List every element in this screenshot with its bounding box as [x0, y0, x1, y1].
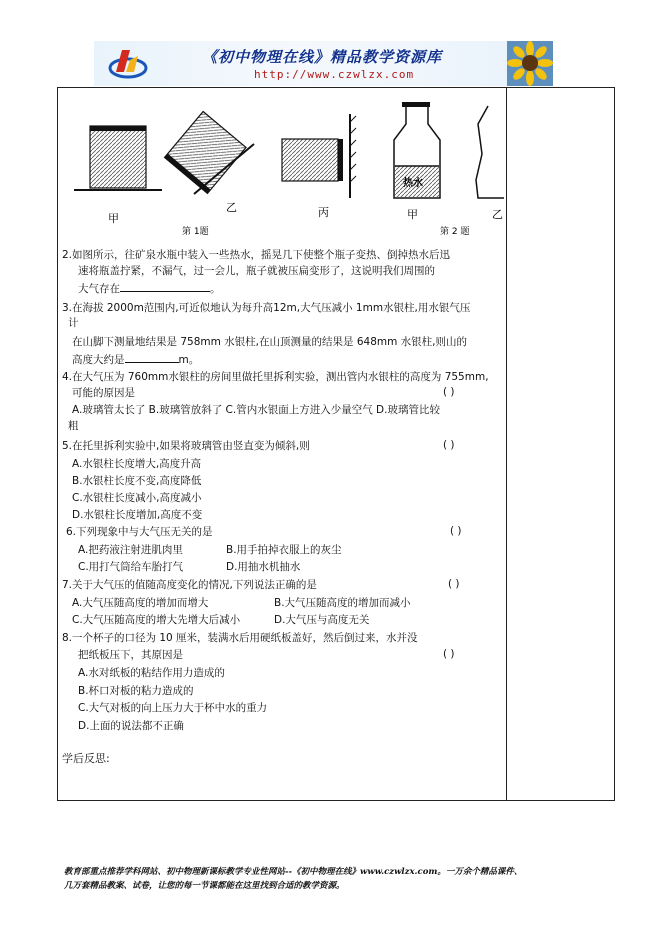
answer-blank-q3[interactable] [125, 351, 179, 363]
figure-bottle-hot-water [394, 102, 440, 221]
question-5-stem: 5.在托里拆利实验中,如果将玻璃管由竖直变为倾斜,则 [62, 440, 310, 452]
question-5-option-c[interactable]: C.水银柱长度减小,高度减小 [72, 492, 202, 504]
answer-paren-q4[interactable]: ( ) [443, 386, 455, 398]
question-3-text: 高度大约是 [72, 354, 125, 366]
answer-blank-q2[interactable] [120, 280, 210, 292]
figure-cup-sideways [282, 114, 356, 219]
answer-paren-q7[interactable]: ( ) [448, 578, 460, 590]
question-7-option-d[interactable]: D.大气压与高度无关 [274, 614, 370, 626]
question-4-line-2: 可能的原因是 [72, 387, 135, 399]
figure-label-yi-2: 乙 [492, 208, 503, 221]
figure-cup-tilted [165, 111, 254, 214]
hot-water-label: 热水 [403, 178, 423, 189]
question-5-option-d[interactable]: D.水银柱长度增加,高度不变 [72, 509, 203, 521]
question-6-option-d[interactable]: D.用抽水机抽水 [226, 561, 301, 573]
question-2-line-3 [78, 280, 221, 297]
figure-caption-2: 第 2 题 [440, 227, 470, 237]
question-6-option-b[interactable]: B.用手拍掉衣服上的灰尘 [226, 544, 342, 556]
footer-line-1: 教育部重点推荐学科网站、初中物理新课标教学专业性网站--《初中物理在线》www.czwlzx.com。一万余个精品课件、 [64, 867, 523, 877]
reflection-label: 学后反思: [62, 752, 110, 765]
sunflower-icon [507, 41, 553, 86]
figure-label-jia-2: 甲 [407, 208, 418, 221]
question-6-option-c[interactable]: C.用打气筒给车胎打气 [78, 561, 184, 573]
question-figures [64, 94, 504, 244]
question-4-options: A.玻璃管太长了 B.玻璃管放斜了 C.管内水银面上方进入少量空气 D.玻璃管比较 [72, 404, 440, 416]
answer-paren-q6[interactable]: ( ) [450, 525, 462, 537]
question-4-line-4: 粗 [68, 420, 79, 432]
question-8-stem-line-2: 把纸板压下，其原因是 [78, 649, 183, 661]
question-7-stem: 7.关于大气压的值随高度变化的情况,下列说法正确的是 [62, 579, 317, 591]
banner-url[interactable]: http://www.czwlzx.com [254, 68, 415, 81]
question-6-stem: 6.下列现象中与大气压无关的是 [66, 526, 213, 538]
logo-icon [108, 46, 148, 82]
footer-line-2: 几万套精品教案、试卷，让您的每一节课都能在这里找到合适的教学资源。 [64, 881, 345, 891]
question-3-line-2: 计 [68, 317, 79, 329]
question-8-option-c[interactable]: C.大气对板的向上压力大于杯中水的重力 [78, 702, 268, 714]
question-2-line-1: 2.如图所示，往矿泉水瓶中装入一些热水，摇晃几下使整个瓶子变热、倒掉热水后迅 [62, 249, 451, 261]
figure-bottle-squashed [476, 106, 504, 221]
banner-title: 《初中物理在线》精品教学资源库 [202, 48, 443, 66]
question-8-option-b[interactable]: B.杯口对板的粘力造成的 [78, 685, 194, 697]
question-4-line-1: 4.在大气压为 760mm水银柱的房间里做托里拆利实验，测出管内水银柱的高度为 755mm, [62, 371, 489, 383]
question-2-text: 大气存在 [78, 283, 120, 295]
question-3-line-4 [72, 351, 199, 368]
question-3-line-3: 在山脚下测量地结果是 758mm 水银柱,在山顶测量的结果是 648mm 水银柱,则山的 [72, 336, 468, 348]
question-7-option-a[interactable]: A.大气压随高度的增加而增大 [72, 597, 209, 609]
question-8-stem-line-1: 8.一个杯子的口径为 10 厘米，装满水后用硬纸板盖好，然后倒过来，水并没 [62, 632, 418, 644]
question-3-unit: m。 [178, 354, 200, 366]
question-8-option-d[interactable]: D.上面的说法都不正确 [78, 720, 184, 732]
question-7-option-b[interactable]: B.大气压随高度的增加而减小 [274, 597, 411, 609]
worksheet-frame [57, 87, 615, 801]
figure-label-yi-1: 乙 [226, 201, 237, 214]
figure-caption-1: 第 1题 [182, 227, 209, 237]
column-divider [506, 88, 507, 800]
header-banner [94, 41, 553, 86]
answer-paren-q5[interactable]: ( ) [443, 439, 455, 451]
question-5-option-b[interactable]: B.水银柱长度不变,高度降低 [72, 475, 202, 487]
figure-cup-upright [74, 126, 162, 225]
footer-note [64, 865, 604, 893]
question-2-line-2: 速将瓶盖拧紧，不漏气，过一会儿，瓶子就被压扁变形了，这说明我们周围的 [78, 265, 435, 277]
question-2-end: 。 [210, 283, 221, 295]
question-8-option-a[interactable]: A.水对纸板的粘结作用力造成的 [78, 667, 225, 679]
question-6-option-a[interactable]: A.把药液注射进肌肉里 [78, 544, 183, 556]
figure-label-bing: 丙 [318, 206, 329, 219]
question-7-option-c[interactable]: C.大气压随高度的增大先增大后减小 [72, 614, 241, 626]
question-3-line-1: 3.在海拔 2000m范围内,可近似地认为每升高12m,大气压减小 1mm水银柱,用水银气压 [62, 302, 471, 314]
figure-label-jia-1: 甲 [108, 212, 119, 225]
answer-paren-q8[interactable]: ( ) [443, 648, 455, 660]
question-5-option-a[interactable]: A.水银柱长度增大,高度升高 [72, 458, 202, 470]
